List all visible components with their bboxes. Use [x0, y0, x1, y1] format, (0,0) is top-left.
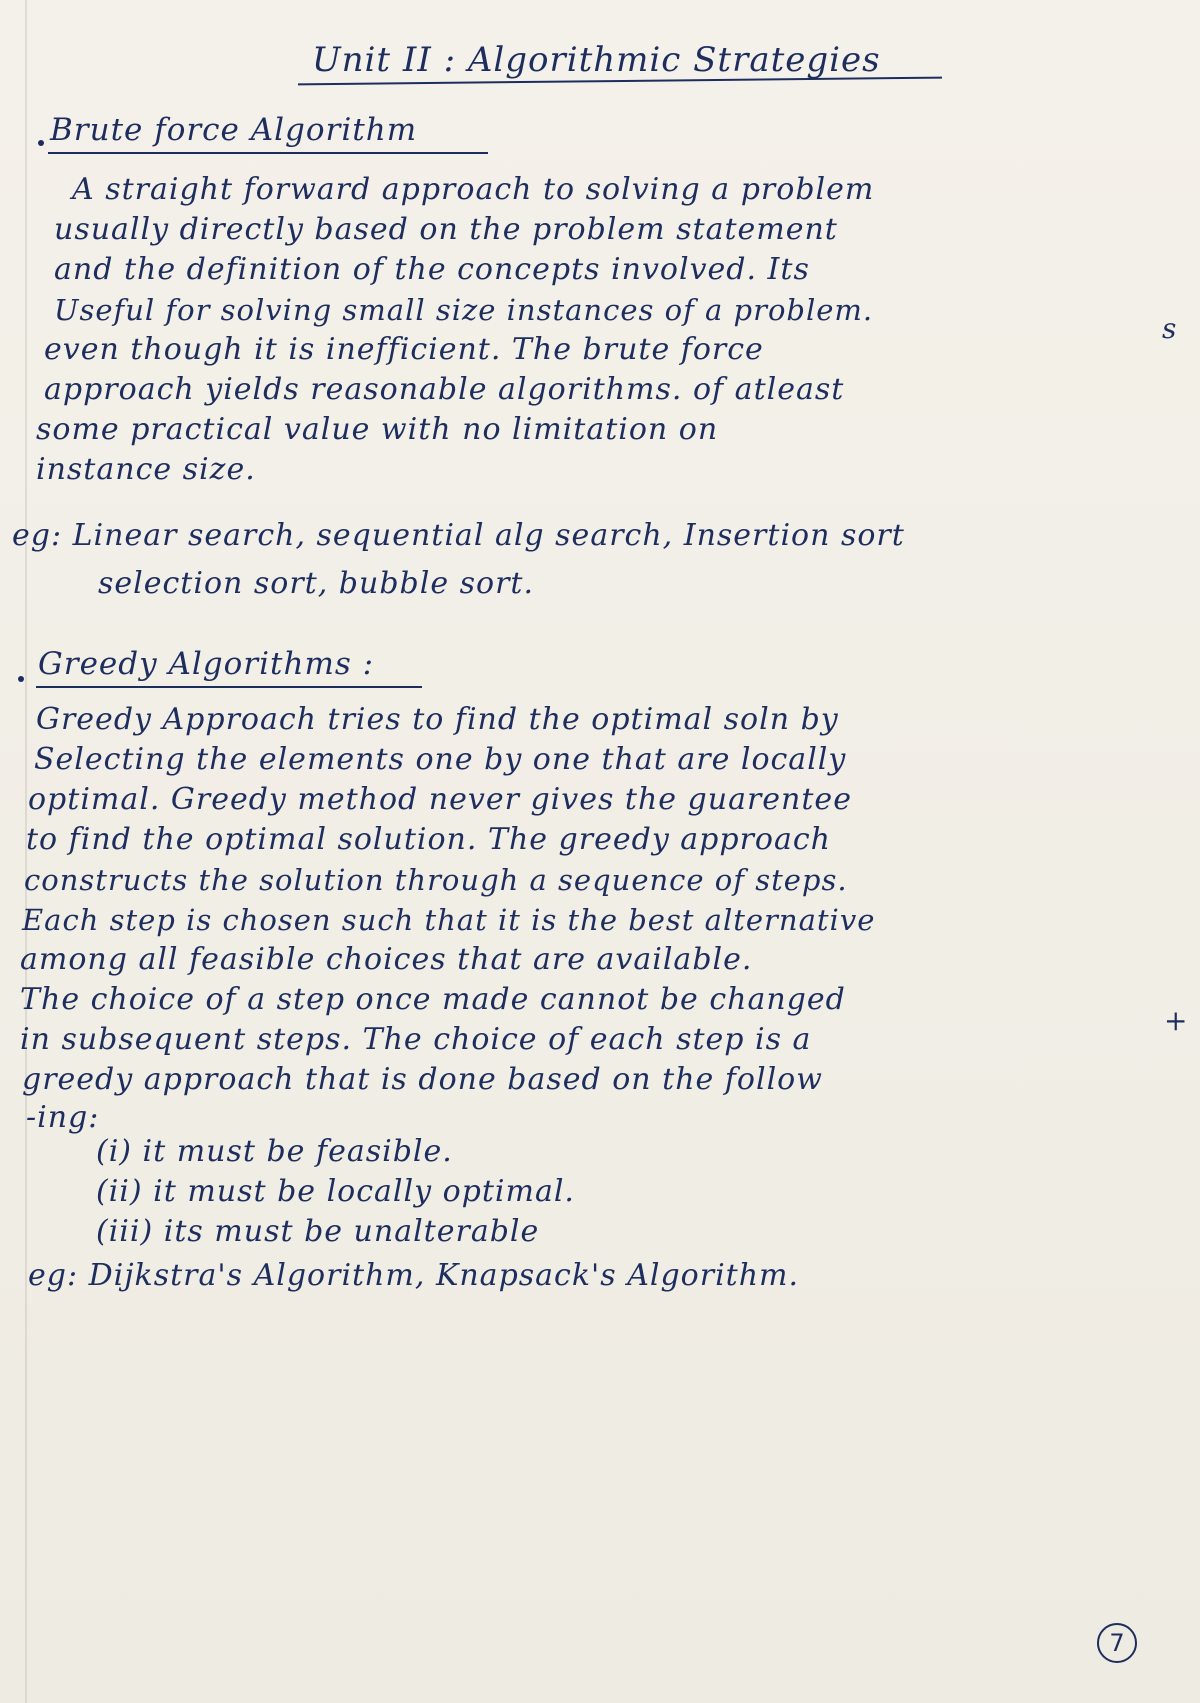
greedy-line-11: -ing: — [26, 1100, 100, 1135]
bullet-greedy — [18, 676, 24, 682]
brute-force-line-5: even though it is inefficient. The brute force — [44, 332, 764, 367]
greedy-heading: Greedy Algorithms : — [38, 646, 375, 682]
greedy-line-6: Each step is chosen such that it is the best alternative — [22, 903, 876, 937]
margin-mark-plus: + — [1164, 1004, 1188, 1037]
greedy-line-1: Greedy Approach tries to find the optimal soln by — [36, 702, 839, 737]
greedy-criterion-1: (i) it must be feasible. — [96, 1134, 453, 1169]
greedy-line-2: Selecting the elements one by one that are locally — [34, 742, 847, 777]
greedy-criterion-3: (iii) its must be unalterable — [96, 1214, 540, 1249]
greedy-heading-underline — [36, 686, 422, 688]
greedy-example: eg: Dijkstra's Algorithm, Knapsack's Algorithm. — [28, 1258, 800, 1293]
brute-force-line-2: usually directly based on the problem statement — [54, 212, 838, 247]
brute-force-line-3: and the definition of the concepts involved. Its — [54, 252, 810, 287]
margin-mark-s: s — [1162, 312, 1177, 345]
greedy-line-7: among all feasible choices that are available. — [20, 942, 753, 977]
page-number: 7 — [1109, 1629, 1125, 1657]
bullet-brute-force — [38, 140, 44, 146]
greedy-line-3: optimal. Greedy method never gives the guarentee — [28, 782, 852, 817]
brute-force-heading: Brute force Algorithm — [50, 112, 418, 148]
greedy-line-9: in subsequent steps. The choice of each step is a — [20, 1022, 812, 1057]
brute-force-line-6: approach yields reasonable algorithms. of atleast — [44, 372, 845, 407]
brute-force-line-7: some practical value with no limitation on — [36, 412, 719, 447]
greedy-line-10: greedy approach that is done based on the follow — [22, 1062, 823, 1097]
greedy-criterion-2: (ii) it must be locally optimal. — [96, 1174, 575, 1209]
brute-force-line-8-visible: instance size. — [36, 452, 256, 487]
brute-force-example-line-2: selection sort, bubble sort. — [98, 566, 535, 601]
brute-force-heading-underline — [48, 152, 488, 154]
greedy-line-5: constructs the solution through a sequence of steps. — [24, 863, 848, 897]
greedy-line-8: The choice of a step once made cannot be changed — [20, 982, 846, 1017]
brute-force-line-1: A straight forward approach to solving a problem — [72, 172, 875, 207]
brute-force-example-line-1: eg: Linear search, sequential alg search, Insertion sort — [12, 518, 905, 553]
page-number-circle — [1097, 1623, 1137, 1663]
page-title: Unit II : Algorithmic Strategies — [312, 40, 881, 80]
greedy-line-4: to find the optimal solution. The greedy approach — [26, 822, 832, 857]
brute-force-line-4: Useful for solving small size instances of a problem. — [54, 293, 874, 327]
